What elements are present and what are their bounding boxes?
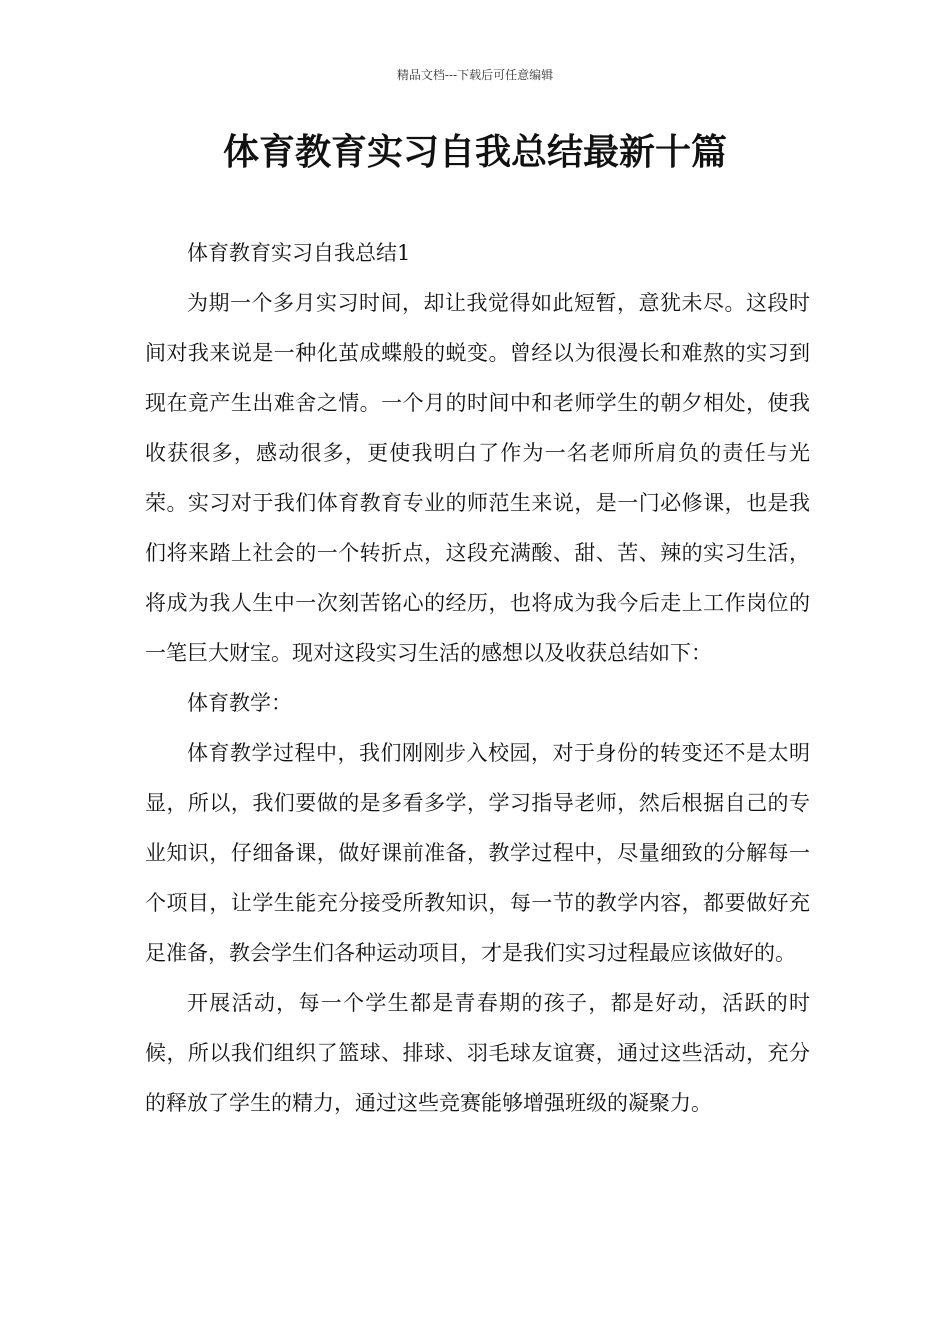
paragraph-intro: 为期一个多月实习时间，却让我觉得如此短暂，意犹未尽。这段时间对我来说是一种化茧成蝶般的蜕变。曾经以为很漫长和难熬的实习到现在竟产生出难舍之情。一个月的时间中和老师学生的朝夕相处，使我收获很多，感动很多，更使我明白了作为一名老师所肩负的责任与光荣。实习对于我们体育教育专业的师范生来说，是一门必修课，也是我们将来踏上社会的一个转折点，这段充满酸、甜、苦、辣的实习生活，将成为我人生中一次刻苦铭心的经历，也将成为我今后走上工作岗位的一笔巨大财宝。现对这段实习生活的感想以及收获总结如下： <box>145 291 810 665</box>
document-body <box>145 228 810 1128</box>
subsection-heading: 体育教学： <box>187 691 292 715</box>
paragraph-activities: 开展活动，每一个学生都是青春期的孩子，都是好动，活跃的时候，所以我们组织了篮球、排球、羽毛球友谊赛，通过这些活动，充分的释放了学生的精力，通过这些竞赛能够增强班级的凝聚力。 <box>145 991 810 1115</box>
paragraph-teaching: 体育教学过程中，我们刚刚步入校园，对于身份的转变还不是太明显，所以，我们要做的是多看多学，学习指导老师，然后根据自己的专业知识，仔细备课，做好课前准备，教学过程中，尽量细致的分解每一个项目，让学生能充分接受所教知识，每一节的教学内容，都要做好充足准备，教会学生们各种运动项目，才是我们实习过程最应该做好的。 <box>145 741 810 965</box>
header-note: 精品文档---下载后可任意编辑 <box>396 68 554 82</box>
section-heading: 体育教育实习自我总结1 <box>187 241 411 265</box>
document-title: 体育教育实习自我总结最新十篇 <box>222 132 727 173</box>
